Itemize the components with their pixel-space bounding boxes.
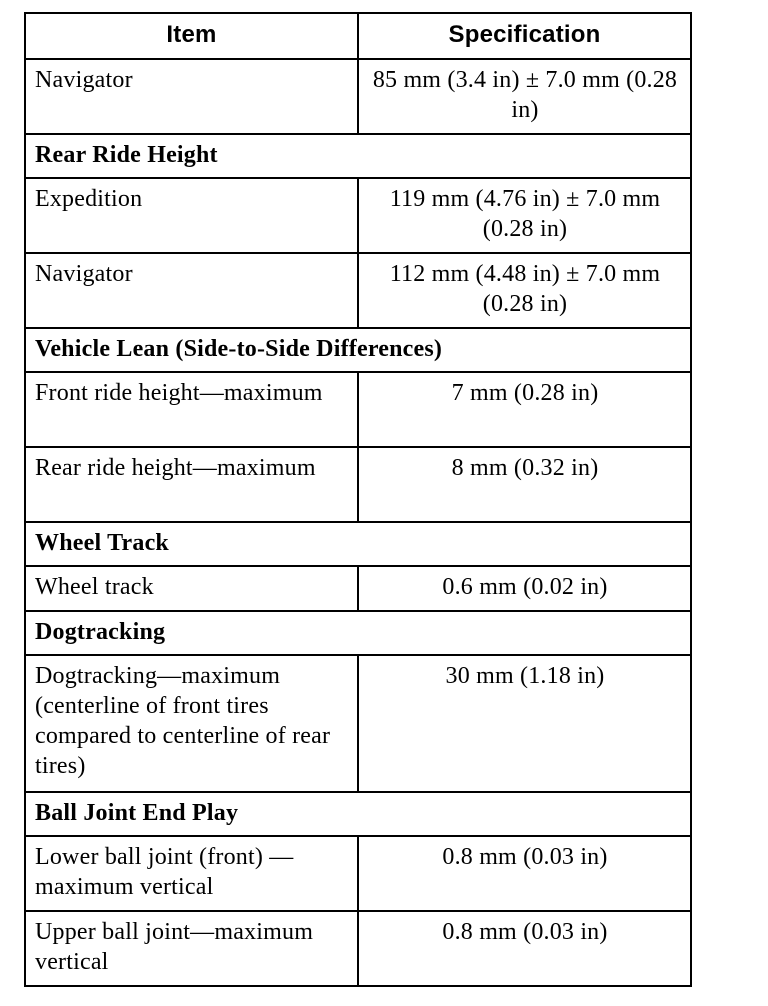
section-heading: Rear Ride Height	[25, 134, 691, 178]
spec-cell: 0.6 mm (0.02 in)	[358, 566, 691, 611]
item-cell: Navigator	[25, 253, 358, 328]
spec-cell: 0.8 mm (0.03 in)	[358, 836, 691, 911]
section-row	[25, 611, 691, 655]
table-row	[25, 655, 691, 792]
spec-cell: 7 mm (0.28 in)	[358, 372, 691, 447]
table-header-row	[25, 13, 691, 59]
table-row	[25, 911, 691, 986]
section-row	[25, 792, 691, 836]
item-cell: Expedition	[25, 178, 358, 253]
spec-cell: 30 mm (1.18 in)	[358, 655, 691, 792]
table-row	[25, 59, 691, 134]
item-cell: Lower ball joint (front) — maximum vertical	[25, 836, 358, 911]
table-row	[25, 836, 691, 911]
section-heading: Dogtracking	[25, 611, 691, 655]
column-header-specification: Specification	[358, 13, 691, 59]
section-row	[25, 134, 691, 178]
section-row	[25, 328, 691, 372]
table-row	[25, 447, 691, 522]
item-cell: Navigator	[25, 59, 358, 134]
column-header-item: Item	[25, 13, 358, 59]
spec-cell: 8 mm (0.32 in)	[358, 447, 691, 522]
table-row	[25, 566, 691, 611]
section-heading: Ball Joint End Play	[25, 792, 691, 836]
item-cell: Front ride height—maximum	[25, 372, 358, 447]
table-row	[25, 372, 691, 447]
item-cell: Wheel track	[25, 566, 358, 611]
table-row	[25, 178, 691, 253]
spec-cell: 112 mm (4.48 in) ± 7.0 mm (0.28 in)	[358, 253, 691, 328]
spec-cell: 0.8 mm (0.03 in)	[358, 911, 691, 986]
item-cell: Upper ball joint—maximum vertical	[25, 911, 358, 986]
table-row	[25, 253, 691, 328]
item-cell: Dogtracking—maximum (centerline of front tires compared to centerline of rear tires)	[25, 655, 358, 792]
section-heading: Vehicle Lean (Side-to-Side Differences)	[25, 328, 691, 372]
section-heading: Wheel Track	[25, 522, 691, 566]
spec-cell: 119 mm (4.76 in) ± 7.0 mm (0.28 in)	[358, 178, 691, 253]
section-row	[25, 522, 691, 566]
item-cell: Rear ride height—maximum	[25, 447, 358, 522]
specification-table	[24, 12, 692, 987]
spec-cell: 85 mm (3.4 in) ± 7.0 mm (0.28 in)	[358, 59, 691, 134]
